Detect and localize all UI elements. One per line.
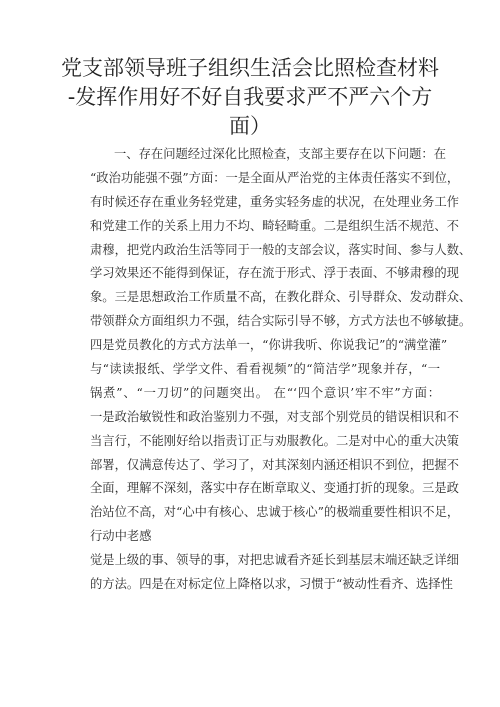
body-line: 和党建工作的关系上用力不均、畸轻畸重。二是组织生活不规范、不 [90, 218, 459, 233]
body-line: 全面，理解不深刻，落实中存在断章取义、变通打折的现象。三是政 [90, 481, 459, 496]
body-line: 学习效果还不能得到保证，存在流于形式、浮于表面、不够肃穆的现 [90, 266, 459, 281]
body-line: 带领群众方面组织力不强，结合实际引导不够，方式方法也不够敏捷。 [90, 314, 472, 329]
document-body [90, 143, 472, 597]
body-line: 锅煮”、“一刀切”的问题突出。 在“‘四个意识’牢不牢”方面： [90, 385, 440, 400]
title-line: 面） [229, 114, 271, 138]
body-line: 觉是上级的事、领导的事，对把忠诚看齐延长到基层末端还缺乏详细 [90, 553, 459, 568]
body-line: “政治功能强不强”方面：一是全面从严治党的主体责任落实不到位， [90, 170, 460, 185]
body-line: 四是党员教化的方式方法单一，“你讲我听、你说我记”的“满堂灌” [90, 338, 448, 353]
body-line: 行动中老感 [90, 529, 152, 544]
body-line: 象。三是思想政治工作质量不高，在教化群众、引导群众、发动群众、 [90, 290, 472, 305]
body-line: 当言行，不能刚好给以指责订正与劝服教化。二是对中心的重大决策 [90, 433, 459, 448]
body-line: 一、存在问题经过深化比照检查，支部主要存在以下问题：在 [114, 147, 447, 161]
body-line: 肃穆，把党内政治生活等同于一般的支部会议，落实时间、参与人数、 [90, 242, 472, 257]
title-line: 党支部领导班子组织生活会比照检查材料 [61, 56, 439, 80]
body-line: 治站位不高，对“心中有核心、忠诚于核心”的极端重要性相识不足， [90, 505, 460, 520]
body-line: 的方法。四是在对标定位上降格以求，习惯于“被动性看齐、选择性 [90, 577, 453, 592]
body-line: 一是政治敏锐性和政治鉴别力不强，对支部个别党员的错误相识和不 [90, 409, 459, 424]
body-line: 与“读读报纸、学学文件、看看视频”的“简洁学”现象并存，“一 [90, 362, 440, 377]
title-line: -发挥作用好不好自我要求严不严六个方 [67, 85, 433, 109]
document-title [60, 54, 440, 141]
body-line: 部署，仅满意传达了、学习了，对其深刻内涵还相识不到位，把握不 [90, 457, 459, 472]
body-line: 有时候还存在重业务轻党建，重务实轻务虚的状况，在处理业务工作 [90, 194, 459, 209]
